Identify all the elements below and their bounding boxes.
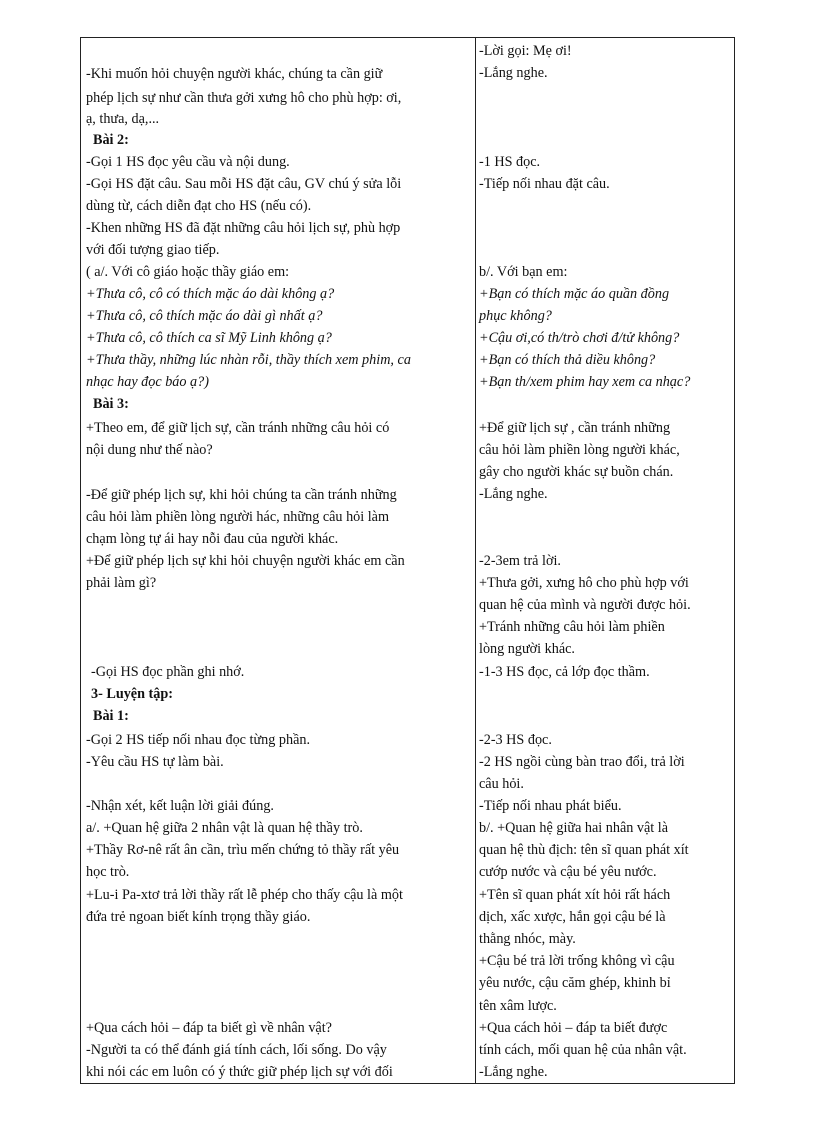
text-line: gây cho người khác sự buồn chán. <box>479 464 674 480</box>
text-line: nhạc hay đọc báo ạ?) <box>86 374 209 390</box>
text-line: -Lắng nghe. <box>479 486 548 502</box>
text-line: b/. Với bạn em: <box>479 264 568 280</box>
text-line: -Người ta có thể đánh giá tính cách, lối sống. Do vậy <box>86 1042 387 1058</box>
text-line: +Cậu ơi,có th/trò chơi đ/tử không? <box>479 330 680 346</box>
text-line: +Qua cách hỏi – đáp ta biết được <box>479 1020 668 1036</box>
text-line: ạ, thưa, dạ,... <box>86 111 160 127</box>
text-line: +Theo em, để giữ lịch sự, cần tránh những câu hỏi có <box>86 420 390 436</box>
text-line: +Thầy Rơ-nê rất ân cần, trìu mến chứng tỏ thầy rất yêu <box>86 842 400 858</box>
text-line: a/. +Quan hệ giữa 2 nhân vật là quan hệ thầy trò. <box>86 820 363 836</box>
text-line: -Khi muốn hỏi chuyện người khác, chúng ta cần giữ <box>86 66 383 82</box>
text-line: -2-3 HS đọc. <box>479 732 552 748</box>
text-line: tên xâm lược. <box>479 998 557 1014</box>
text-line: -Gọi 2 HS tiếp nối nhau đọc từng phần. <box>86 732 311 748</box>
text-line: +Để giữ phép lịch sự khi hỏi chuyện người khác em cần <box>86 553 405 569</box>
text-line: dùng từ, cách diễn đạt cho HS (nếu có). <box>86 198 312 214</box>
text-line: tính cách, mối quan hệ của nhân vật. <box>479 1042 687 1058</box>
text-line: -Tiếp nối nhau đặt câu. <box>479 176 610 192</box>
text-line: -2 HS ngồi cùng bàn trao đổi, trả lời <box>479 754 685 770</box>
text-line: +Thưa cô, cô thích mặc áo dài gì nhất ạ? <box>86 308 323 324</box>
lesson-table <box>80 37 735 1084</box>
text-line: +Tránh những câu hỏi làm phiền <box>479 619 665 635</box>
text-line: nội dung như thế nào? <box>86 442 213 458</box>
text-line: -1-3 HS đọc, cả lớp đọc thầm. <box>479 664 650 680</box>
text-line: -Lắng nghe. <box>479 65 548 81</box>
text-line: -Tiếp nối nhau phát biểu. <box>479 798 622 814</box>
text-line: ( a/. Với cô giáo hoặc thầy giáo em: <box>86 264 290 280</box>
text-line: +Thưa cô, cô thích ca sĩ Mỹ Linh không ạ? <box>86 330 332 346</box>
text-line: +Bạn có thích mặc áo quần đồng <box>479 286 670 302</box>
text-line: b/. +Quan hệ giữa hai nhân vật là <box>479 820 669 836</box>
text-line: thằng nhóc, mày. <box>479 931 576 947</box>
section-heading: Bài 2: <box>93 132 129 148</box>
text-line: chạm lòng tự ái hay nỗi đau của người khác. <box>86 531 339 547</box>
section-heading: Bài 1: <box>93 708 129 724</box>
text-line: -Gọi 1 HS đọc yêu cầu và nội dung. <box>86 154 290 170</box>
text-line: +Thưa thầy, những lúc nhàn rỗi, thầy thích xem phim, ca <box>86 352 411 368</box>
text-line: câu hỏi làm phiền lòng người hác, những câu hỏi làm <box>86 509 390 525</box>
section-heading: Bài 3: <box>93 396 129 412</box>
text-line: phải làm gì? <box>86 575 157 591</box>
text-line: +Để giữ lịch sự , cần tránh những <box>479 420 671 436</box>
text-line: +Cậu bé trả lời trống không vì cậu <box>479 953 675 969</box>
text-line: +Lu-i Pa-xtơ trả lời thầy rất lễ phép cho thấy cậu là một <box>86 887 403 903</box>
teacher-activities-column <box>81 38 475 1083</box>
text-line: với đối tượng giao tiếp. <box>86 242 220 258</box>
text-line: yêu nước, cậu căm ghép, khinh bỉ <box>479 975 671 991</box>
text-line: -Khen những HS đã đặt những câu hỏi lịch sự, phù hợp <box>86 220 401 236</box>
text-line: -Nhận xét, kết luận lời giải đúng. <box>86 798 274 814</box>
text-line: -Gọi HS đọc phần ghi nhớ. <box>91 664 245 680</box>
text-line: -Yêu cầu HS tự làm bài. <box>86 754 224 770</box>
text-line: quan hệ của mình và người được hỏi. <box>479 597 691 613</box>
text-line: dịch, xấc xược, hắn gọi cậu bé là <box>479 909 666 925</box>
text-line: -1 HS đọc. <box>479 154 541 170</box>
text-line: +Bạn th/xem phim hay xem ca nhạc? <box>479 374 691 390</box>
student-activities-column <box>476 38 734 1083</box>
section-heading: 3- Luyện tập: <box>91 686 173 702</box>
text-line: -Để giữ phép lịch sự, khi hỏi chúng ta cần tránh những <box>86 487 397 503</box>
text-line: lòng người khác. <box>479 641 575 657</box>
text-line: quan hệ thù địch: tên sĩ quan phát xít <box>479 842 689 858</box>
text-line: +Tên sĩ quan phát xít hỏi rất hách <box>479 887 671 903</box>
text-line: -Gọi HS đặt câu. Sau mỗi HS đặt câu, GV chú ý sửa lỗi <box>86 176 402 192</box>
text-line: +Qua cách hỏi – đáp ta biết gì về nhân vật? <box>86 1020 332 1036</box>
text-line: -Lắng nghe. <box>479 1064 548 1080</box>
text-line: +Bạn có thích thả diều không? <box>479 352 656 368</box>
text-line: -Lời gọi: Mẹ ơi! <box>479 43 572 59</box>
text-line: phép lịch sự như cần thưa gởi xưng hô cho phù hợp: ơi, <box>86 90 402 106</box>
text-line: khi nói các em luôn có ý thức giữ phép lịch sự với đối <box>86 1064 393 1080</box>
text-line: -2-3em trả lời. <box>479 553 561 569</box>
text-line: cướp nước và cậu bé yêu nước. <box>479 864 657 880</box>
text-line: phục không? <box>479 308 552 324</box>
text-line: +Thưa gởi, xưng hô cho phù hợp với <box>479 575 689 591</box>
text-line: đứa trẻ ngoan biết kính trọng thầy giáo. <box>86 909 311 925</box>
text-line: +Thưa cô, cô có thích mặc áo dài không ạ? <box>86 286 335 302</box>
text-line: câu hỏi. <box>479 776 524 792</box>
text-line: học trò. <box>86 864 130 880</box>
text-line: câu hỏi làm phiền lòng người khác, <box>479 442 680 458</box>
